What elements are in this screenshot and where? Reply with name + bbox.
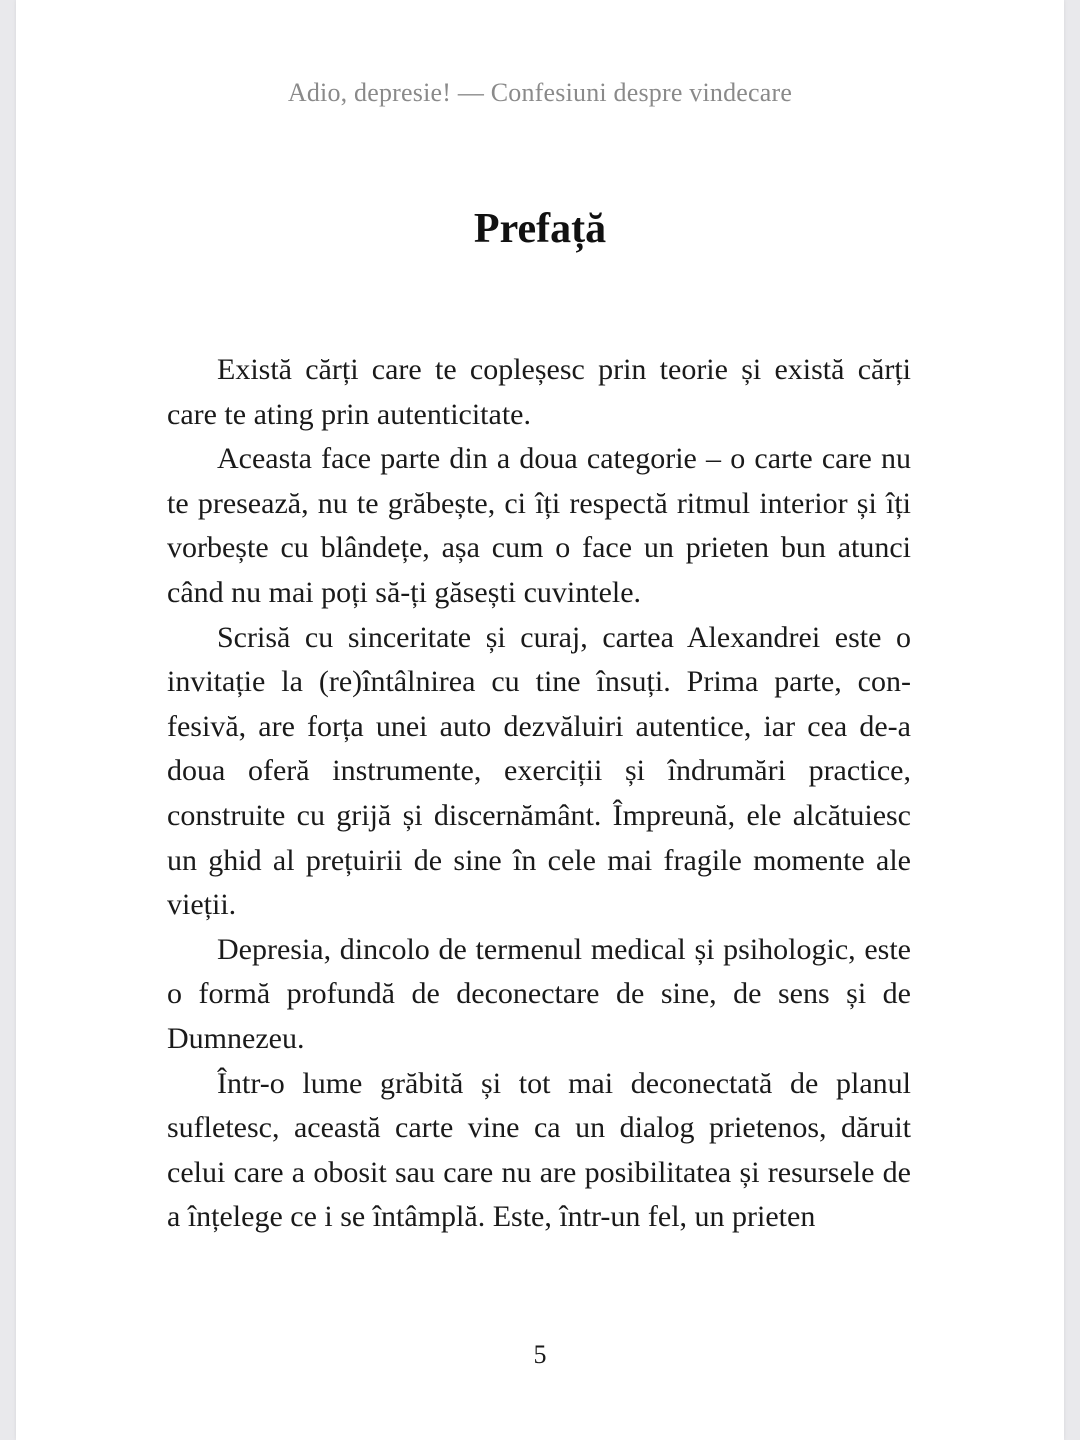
paragraph-5: Într-o lume grăbită și tot mai deconectată de planul sufletesc, această carte vine ca un dialog prietenos, dăruit celui care a obosit sau care nu are posibilitatea și resursele de a înțelege ce i se întâmplă. Este, într-un fel, un prieten: [167, 1066, 911, 1234]
paragraph-3: Scrisă cu sinceritate și curaj, cartea Alexandrei este o invitație la (re)întâlnirea cu tine însuți. Prima parte, confesivă, are forța unei auto dezvăluiri autentice, iar cea de-a doua oferă instrumente, exerciții și îndrumări practice, construite cu grijă și discernământ. Împreună, ele alcătuiesc un ghid al prețuirii de sine în cele mai fragile momente ale vieții.: [167, 620, 911, 922]
page-number: 5: [533, 1340, 547, 1369]
paragraph-1: Există cărți care te copleșesc prin teorie și există cărți care te ating prin autenticitate.: [167, 353, 911, 431]
paragraph-2: Aceasta face parte din a doua categorie – o carte care nu te presează, nu te grăbește, ci îți respectă ritmul interior și îți vorbește cu blândețe, așa cum o face un prieten bun atunci când nu mai poți să-ți găsești cuvintele.: [167, 442, 911, 609]
chapter-title: Prefață: [473, 206, 607, 252]
book-page: [16, 0, 1064, 1440]
running-header: Adio, depresie! — Confesiuni despre vindecare: [287, 78, 793, 107]
body-text: [167, 348, 911, 1240]
paragraph-4: Depresia, dincolo de termenul medical și psihologic, este o formă profundă de deconectare de sine, de sens și de Dumnezeu.: [167, 932, 911, 1055]
